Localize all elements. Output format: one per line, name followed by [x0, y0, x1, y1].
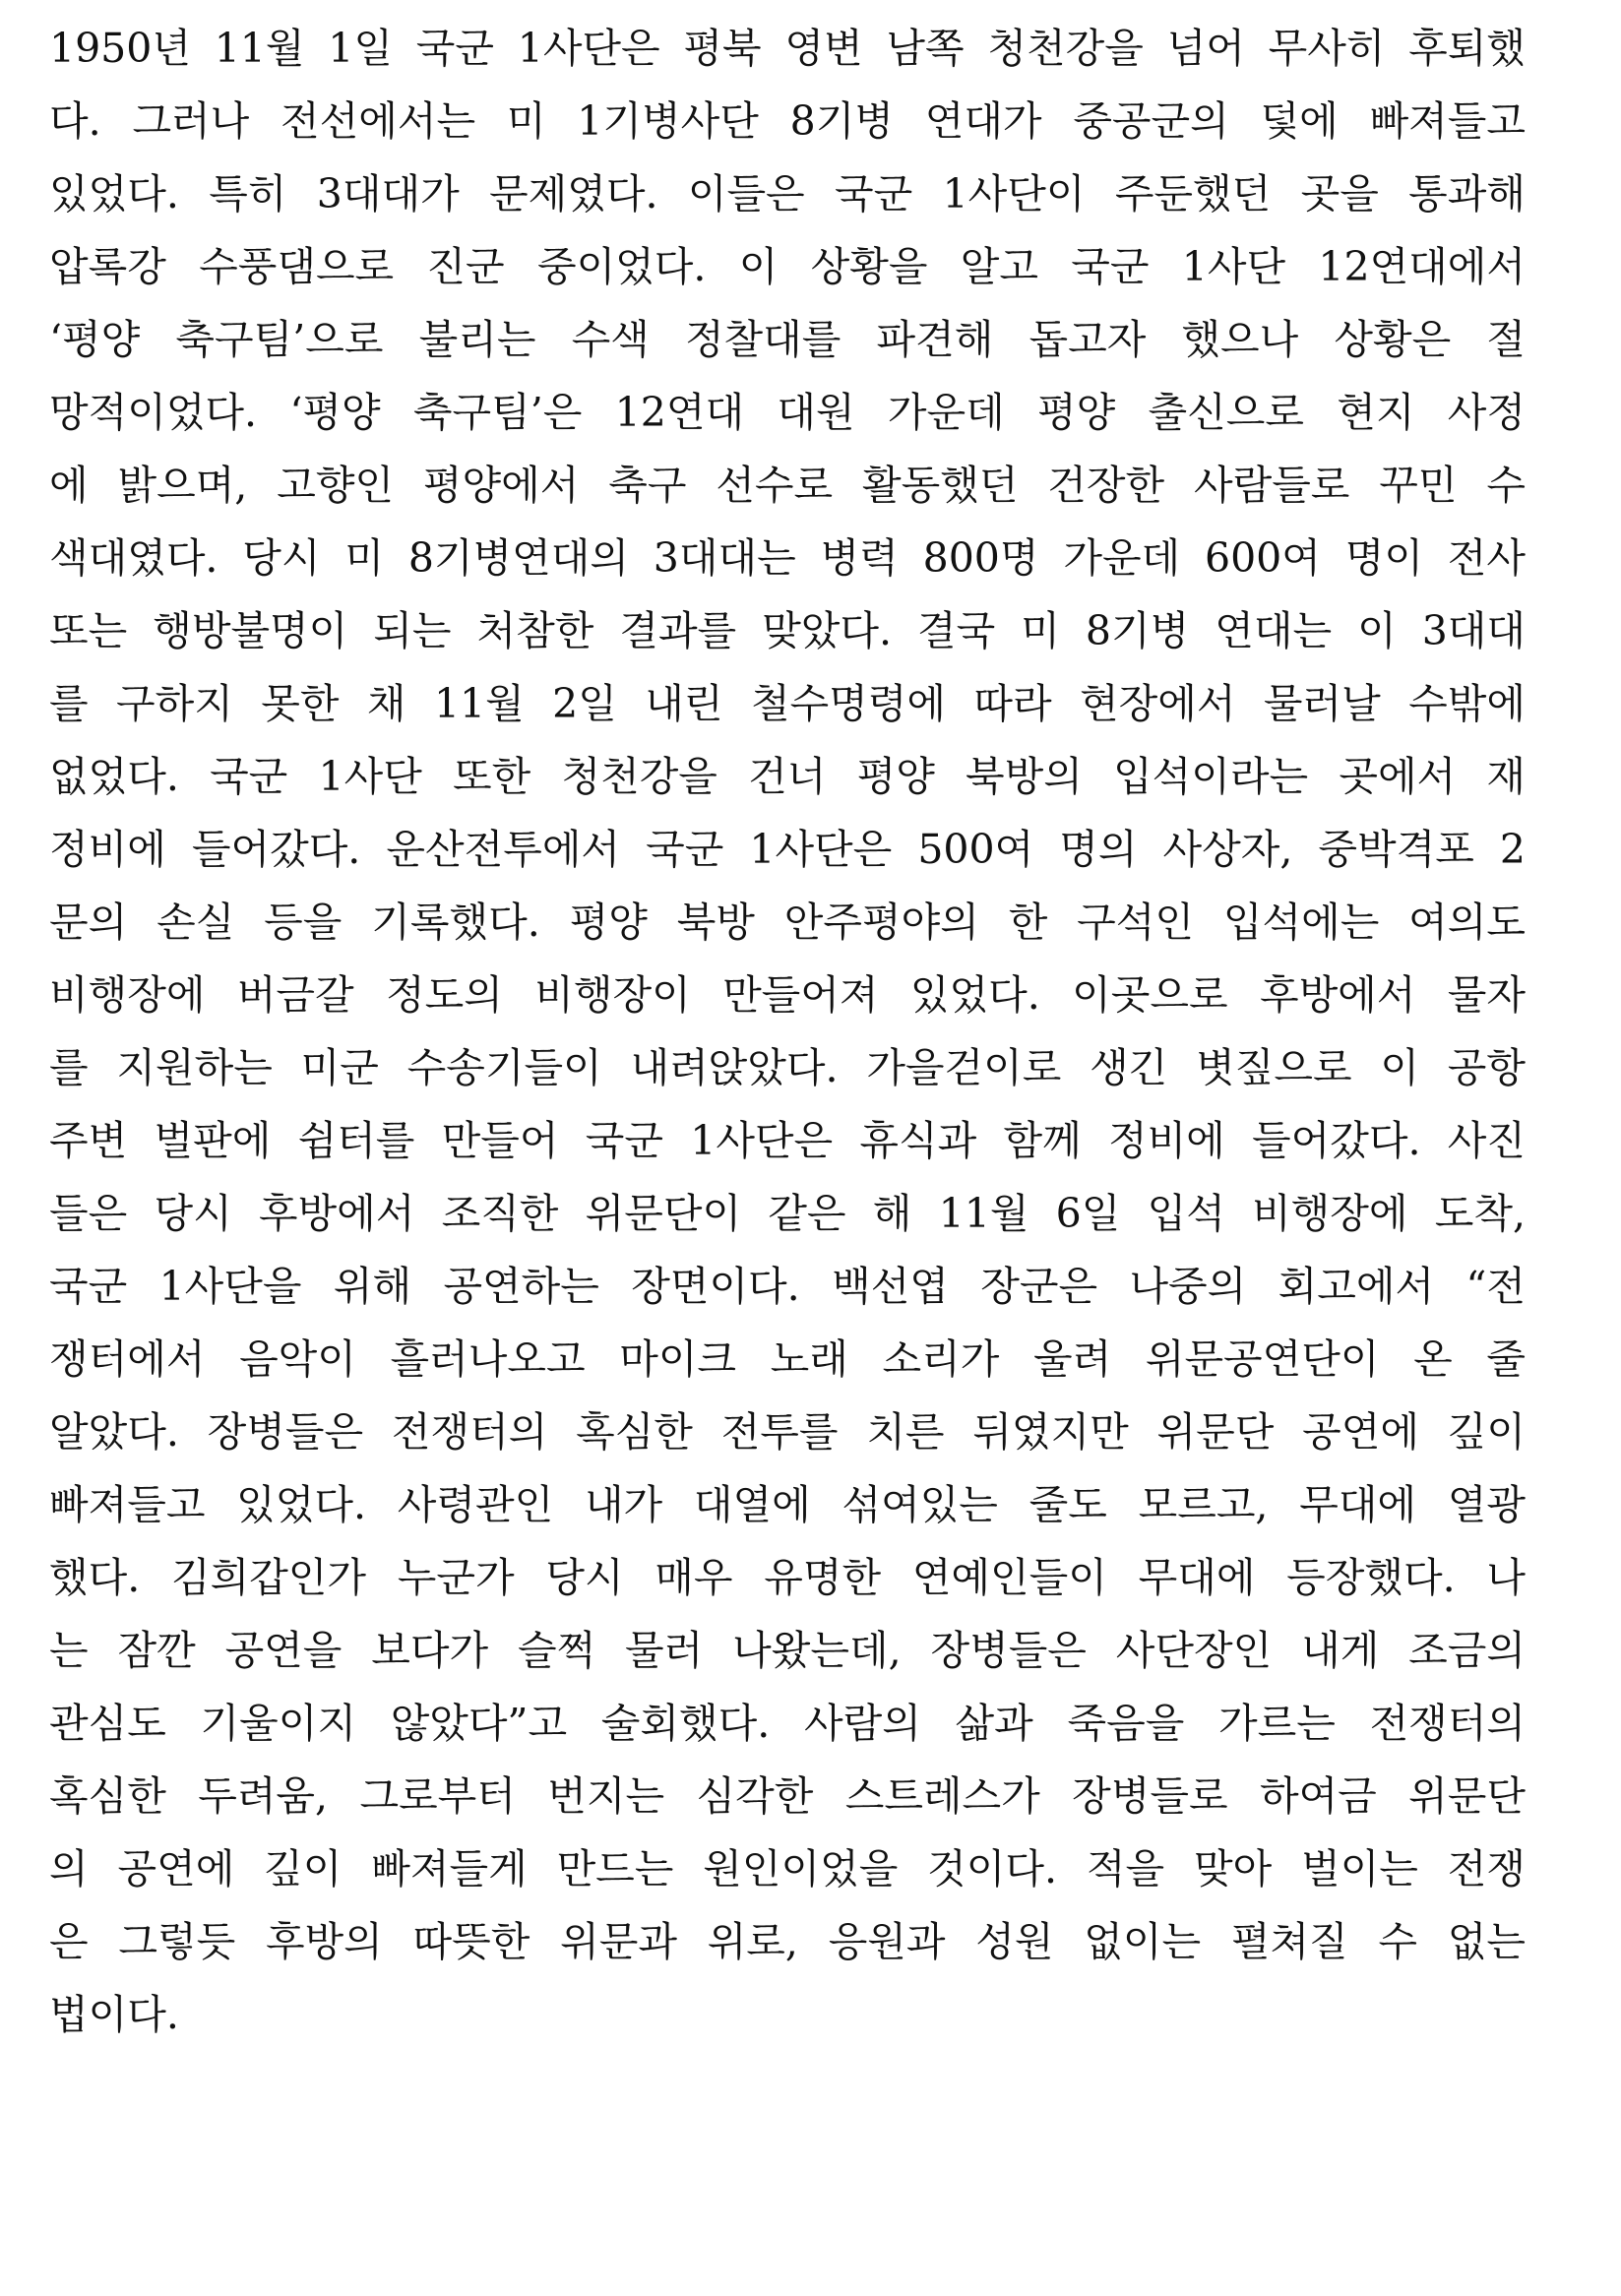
- text-line: 빠져들고 있었다. 사령관인 내가 대열에 섞여있는 줄도 모르고, 무대에 열광: [49, 1481, 1526, 1528]
- text-line: 관심도 기울이지 않았다”고 술회했다. 사람의 삶과 죽음을 가르는 전쟁터의: [49, 1700, 1526, 1747]
- text-line: 있었다. 특히 3대대가 문제였다. 이들은 국군 1사단이 주둔했던 곳을 통과해: [49, 170, 1526, 217]
- text-line: 또는 행방불명이 되는 처참한 결과를 맞았다. 결국 미 8기병 연대는 이 3대대: [49, 607, 1526, 654]
- text-line: 쟁터에서 음악이 흘러나오고 마이크 노래 소리가 울려 위문공연단이 온 줄: [49, 1335, 1526, 1383]
- text-line: 를 지원하는 미군 수송기들이 내려앉았다. 가을걷이로 생긴 볏짚으로 이 공항: [49, 1044, 1526, 1091]
- text-line: 주변 벌판에 쉼터를 만들어 국군 1사단은 휴식과 함께 정비에 들어갔다. 사진: [49, 1117, 1526, 1164]
- text-line: 를 구하지 못한 채 11월 2일 내린 철수명령에 따라 현장에서 물러날 수밖에: [49, 680, 1526, 727]
- text-line: 국군 1사단을 위해 공연하는 장면이다. 백선엽 장군은 나중의 회고에서 “전: [49, 1263, 1526, 1310]
- text-line: 는 잠깐 공연을 보다가 슬쩍 물러 나왔는데, 장병들은 사단장인 내게 조금의: [49, 1627, 1526, 1674]
- text-line: 망적이었다. ‘평양 축구팀’은 12연대 대원 가운데 평양 출신으로 현지 사정: [49, 389, 1526, 436]
- text-line: 다. 그러나 전선에서는 미 1기병사단 8기병 연대가 중공군의 덫에 빠져들고: [49, 97, 1526, 145]
- article-body: [49, 12, 1526, 2051]
- text-line: 은 그렇듯 후방의 따뜻한 위문과 위로, 응원과 성원 없이는 펼쳐질 수 없는: [49, 1918, 1526, 1965]
- text-line: 법이다.: [49, 1991, 179, 2038]
- text-line: 비행장에 버금갈 정도의 비행장이 만들어져 있었다. 이곳으로 후방에서 물자: [49, 971, 1526, 1019]
- text-line: ‘평양 축구팀’으로 불리는 수색 정찰대를 파견해 돕고자 했으나 상황은 절: [49, 316, 1526, 363]
- text-line: 했다. 김희갑인가 누군가 당시 매우 유명한 연예인들이 무대에 등장했다. 나: [49, 1554, 1526, 1601]
- text-line: 에 밝으며, 고향인 평양에서 축구 선수로 활동했던 건장한 사람들로 꾸민 수: [49, 462, 1526, 509]
- text-line: 없었다. 국군 1사단 또한 청천강을 건너 평양 북방의 입석이라는 곳에서 재: [49, 753, 1526, 800]
- text-line: 혹심한 두려움, 그로부터 번지는 심각한 스트레스가 장병들로 하여금 위문단: [49, 1772, 1526, 1820]
- text-line: 정비에 들어갔다. 운산전투에서 국군 1사단은 500여 명의 사상자, 중박격포 2: [49, 826, 1526, 873]
- text-line: 문의 손실 등을 기록했다. 평양 북방 안주평야의 한 구석인 입석에는 여의도: [49, 899, 1526, 946]
- text-line: 의 공연에 깊이 빠져들게 만드는 원인이었을 것이다. 적을 맞아 벌이는 전쟁: [49, 1845, 1526, 1893]
- text-line: 들은 당시 후방에서 조직한 위문단이 같은 해 11월 6일 입석 비행장에 도착,: [49, 1190, 1526, 1237]
- text-line: 1950년 11월 1일 국군 1사단은 평북 영변 남쪽 청천강을 넘어 무사히 후퇴했: [49, 25, 1526, 72]
- text-line: 알았다. 장병들은 전쟁터의 혹심한 전투를 치른 뒤였지만 위문단 공연에 깊이: [49, 1408, 1526, 1456]
- text-line: 색대였다. 당시 미 8기병연대의 3대대는 병력 800명 가운데 600여 명이 전사: [49, 534, 1526, 582]
- text-line: 압록강 수풍댐으로 진군 중이었다. 이 상황을 알고 국군 1사단 12연대에서: [49, 243, 1526, 290]
